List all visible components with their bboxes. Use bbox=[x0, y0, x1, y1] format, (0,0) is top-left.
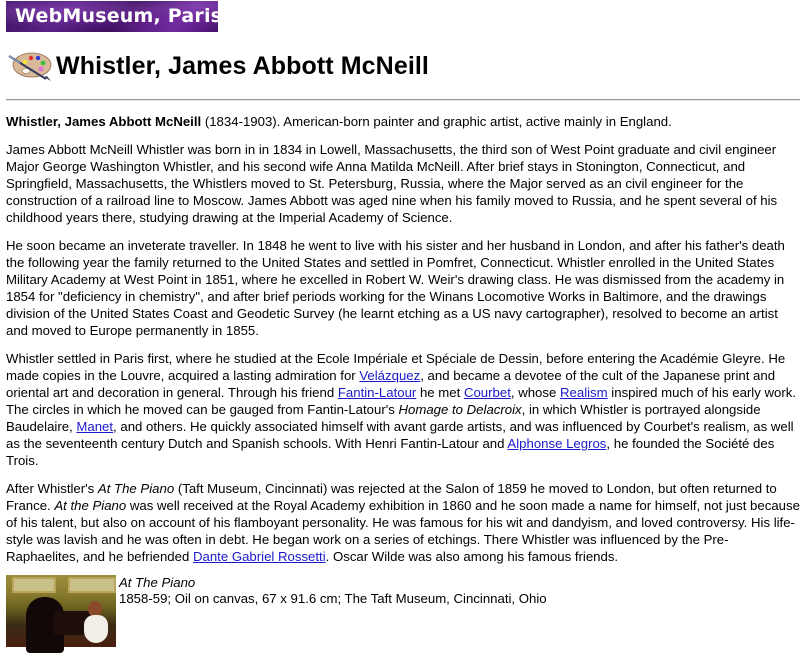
biography-paragraph-travels: He soon became an inveterate traveller. In 1848 he went to live with his sister and her husband in London, and after his father's death the following year the family returned to the United States and settled in Pomfret, Connecticut. Whistler enrolled in the United States Military Academy at West Point in 1851, where he excelled in Robert W. Weir's drawing class. He was dismissed from the academy in 1854 for "deficiency in chemistry", and after brief periods working for the Winans Locomotive Works in Baltimore, and the drawings division of the United States Coast and Geodetic Survey (he learnt etching as a US navy cartographer), resolved to become an artist and moved to Europe permanently in 1855. bbox=[6, 238, 785, 338]
webmuseum-banner-link[interactable]: WebMuseum, Paris bbox=[6, 1, 218, 32]
text-span: . Oscar Wilde was also among his famous friends. bbox=[325, 549, 619, 564]
text-span: , and became a devotee of the cult of the Japanese print and oriental art and decoration in general. Through his friend bbox=[6, 368, 776, 400]
palette-icon bbox=[6, 50, 52, 82]
at-the-piano-title: At The Piano bbox=[97, 481, 175, 496]
text-span: , and others. He quickly associated himself with avant garde artists, and was influenced by Courbet's realism, as well as the seventeenth century Dutch and Spanish schools. With Henri Fantin-Latour and bbox=[6, 419, 794, 451]
article-body bbox=[6, 113, 800, 647]
biography-paragraph-paris bbox=[6, 350, 800, 469]
text-span: , whose bbox=[510, 385, 560, 400]
painting-thumbnail-link[interactable] bbox=[6, 575, 116, 647]
painting-entry bbox=[6, 575, 800, 647]
text-span: (Taft Museum, Cincinnati) was rejected at the Salon of 1859 he moved to London, but often returned to France. bbox=[6, 481, 777, 513]
painting-frame-detail bbox=[12, 577, 56, 593]
horizontal-rule bbox=[6, 99, 800, 101]
painting-caption bbox=[119, 575, 547, 607]
artist-name: Whistler, James Abbott McNeill bbox=[6, 114, 202, 129]
title-row bbox=[6, 50, 429, 82]
painting-title: At The Piano bbox=[119, 575, 196, 590]
link-courbet[interactable]: Courbet bbox=[463, 385, 511, 400]
biography-paragraph-london bbox=[6, 480, 800, 565]
biography-paragraph-early-life: James Abbott McNeill Whistler was born in in 1834 in Lowell, Massachusetts, the third son of West Point graduate and civil engineer Major George Washington Whistler, and his second wife Anna Matilda McNeill. After brief stays in Stonington, Connecticut, and Springfield, Massachusetts, the Whistlers moved to St. Petersburg, Russia, where the Major served as an civil engineer for the construction of a railroad line to Moscow. James Abbott was aged nine when his family moved to Russia, and he spent several of his childhood years there, studying drawing at the Imperial Academy of Science. bbox=[6, 142, 778, 225]
homage-to-delacroix-title: Homage to Delacroix bbox=[398, 402, 522, 417]
painting-frame-detail bbox=[68, 577, 116, 593]
painting-details: 1858-59; Oil on canvas, 67 x 91.6 cm; The Taft Museum, Cincinnati, Ohio bbox=[119, 591, 547, 606]
intro-text: (1834-1903). American-born painter and graphic artist, active mainly in England. bbox=[201, 114, 672, 129]
text-span: Whistler settled in Paris first, where he studied at the Ecole Impériale et Spéciale de Dessin, before entering the Académie Gleyre. He made copies in the Louvre, acquired a lasting admiration for bbox=[6, 351, 786, 383]
text-span: inspired much of his early work. The circles in which he moved can be gauged from Fantin-Latour's bbox=[6, 385, 797, 417]
link-alphonse-legros[interactable]: Alphonse Legros bbox=[507, 436, 607, 451]
link-fantin-latour[interactable]: Fantin-Latour bbox=[337, 385, 417, 400]
intro-paragraph bbox=[6, 113, 800, 130]
link-manet[interactable]: Manet bbox=[76, 419, 114, 434]
text-span: After Whistler's bbox=[6, 481, 98, 496]
link-realism[interactable]: Realism bbox=[560, 385, 608, 400]
page-title: Whistler, James Abbott McNeill bbox=[56, 52, 429, 80]
at-the-piano-title: At the Piano bbox=[54, 498, 127, 513]
link-velazquez[interactable]: Velázquez bbox=[359, 368, 421, 383]
girl-dress-figure bbox=[84, 615, 108, 643]
text-span: he met bbox=[416, 385, 464, 400]
link-dante-gabriel-rossetti[interactable]: Dante Gabriel Rossetti bbox=[192, 549, 326, 564]
text-span: , he founded the Société des Trois. bbox=[6, 436, 775, 468]
text-span: was well received at the Royal Academy exhibition in 1860 and he soon made a name for himself, not just because of his talent, but also on account of his flamboyant personality. He was famous for his wit and dandyism, and loved controversy. His life-style was lavish and he was often in debt. He began work on a series of etchings. There Whistler was influenced by the Pre-Raphaelites, and he befriended bbox=[6, 498, 800, 564]
text-span: , in which Whistler is portrayed alongside Baudelaire, bbox=[6, 402, 761, 434]
